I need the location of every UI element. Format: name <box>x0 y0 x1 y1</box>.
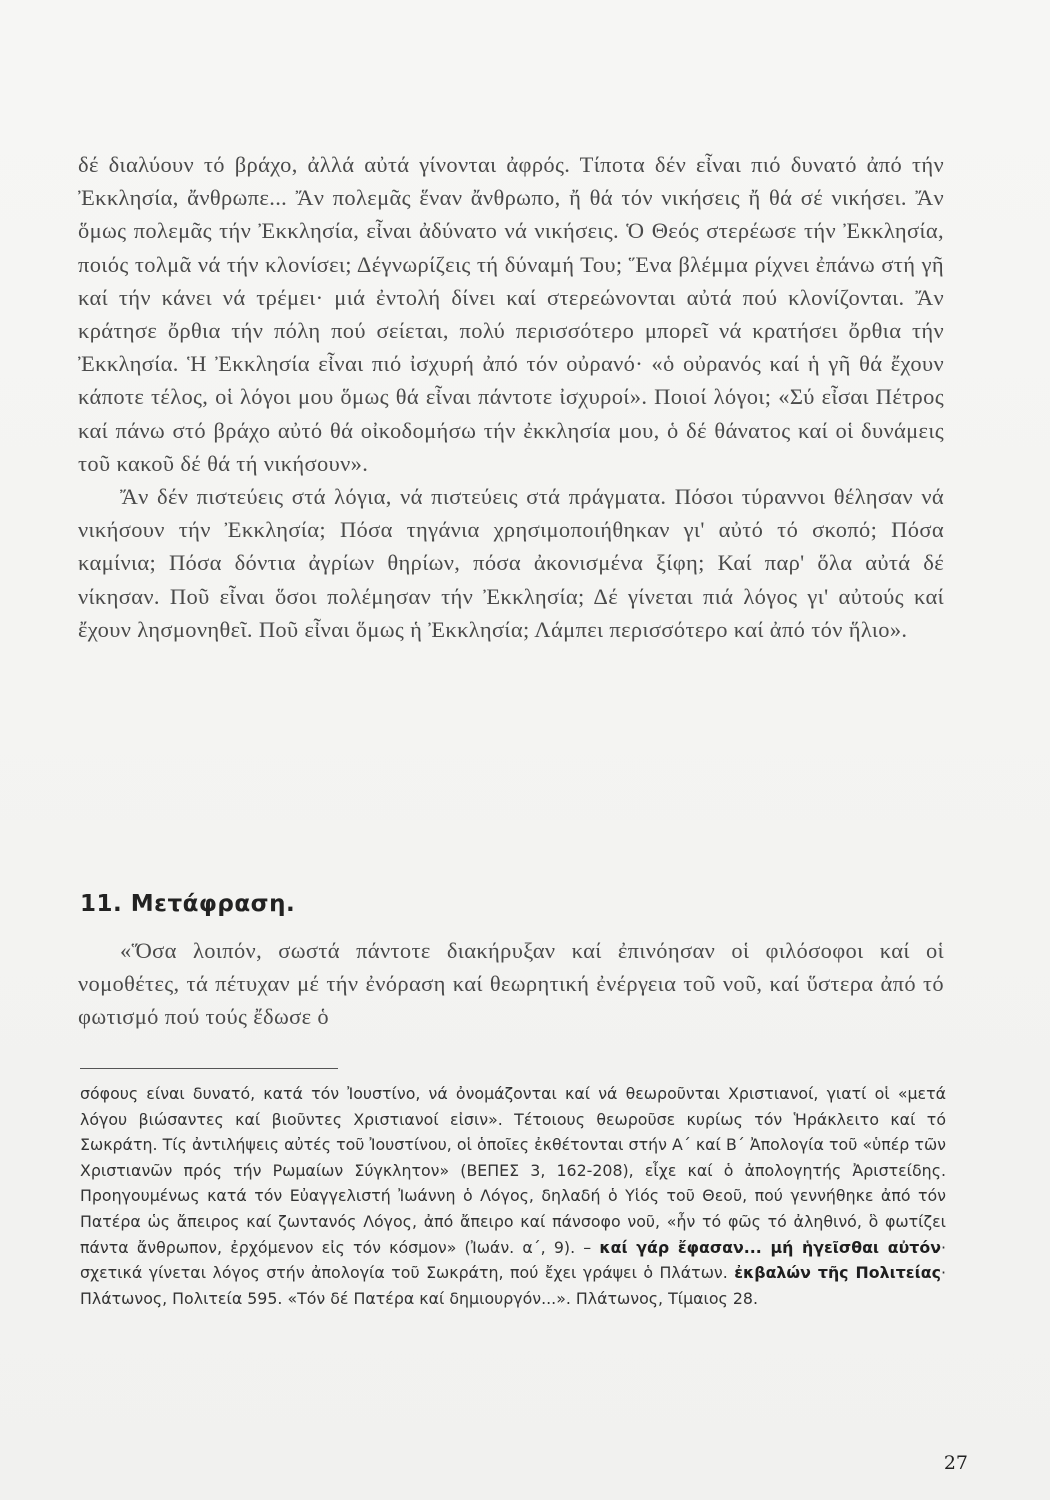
main-text <box>78 148 944 646</box>
footnote-bold-quote-1: καί γάρ ἔφασαν... μή ἡγεῖσθαι αὐτόν <box>599 1237 941 1257</box>
translation-paragraph: «Ὅσα λοιπόν, σωστά πάντοτε διακήρυξαν καί ἐπινόησαν οἱ φιλόσοφοι καί οἱ νομοθέτες, τά πέτυχαν μέ τήν ἐνόραση καί θεωρητική ἐνέργεια τοῦ νοῦ, καί ὕστερα ἀπό τό φωτισμό πού τούς ἔδωσε ὁ <box>78 938 944 1030</box>
paragraph-2: Ἄν δέν πιστεύεις στά λόγια, νά πιστεύεις στά πράγματα. Πόσοι τύραννοι θέλησαν νά νικήσουν τήν Ἐκκλησία; Πόσα τηγάνια χρησιμοποιήθηκαν γι' αὐτό τό σκοπό; Πόσα καμίνια; Πόσα δόντια ἀγρίων θηρίων, πόσα ἀκονισμένα ξίφη; Καί παρ' ὅλα αὐτά δέ νίκησαν. Ποῦ εἶναι ὅσοι πολέμησαν τήν Ἐκκλησία; Δέ γίνεται πιά λόγος γι' αὐτούς καί ἔχουν λησμονηθεῖ. Ποῦ εἶναι ὅμως ἡ Ἐκκλησία; Λάμπει περισσότερο καί ἀπό τόν ἥλιο». <box>78 484 944 642</box>
footnote <box>80 1081 946 1311</box>
page-number: 27 <box>943 1452 968 1474</box>
footnote-bold-quote-2: ἐκβαλών τῆς Πολιτείας <box>734 1263 941 1283</box>
section-heading: 11. Μετάφραση. <box>80 891 296 917</box>
footnote-text-1: σόφους είναι δυνατό, κατά τόν Ἰουστίνο, νά ὀνομάζονται καί νά θεωροῦνται Χριστιανοί, γιατί οἱ «μετά λόγου βιώσαντες καί βιοῦντες Χριστιανοί εἰσιν». Τέτοιους θεωροῦσε κυρίως τόν Ἡράκλειτο καί τό Σωκράτη. Τίς ἀντιλήψεις αὐτές τοῦ Ἰουστίνου, οἱ ὁποῖες ἐκθέτονται στήν Α΄ καί Β΄ Ἀπολογία τοῦ «ὑπέρ τῶν Χριστιανῶν πρός τήν Ρωμαίων Σύγκλητον» (ΒΕΠΕΣ 3, 162-208), εἶχε καί ὁ ἀπολογητής Ἀριστείδης. Προηγουμένως κατά τόν Εὐαγγελιστή Ἰωάννη ὁ Λόγος, δηλαδή ὁ Υἱός τοῦ Θεοῦ, πού γεννήθηκε ἀπό τόν Πατέρα ὡς ἄπειρος καί ζωντανός Λόγος, ἀπό ἄπειρο καί πάνσοφο νοῦ, «ἦν τό φῶς τό ἀληθινό, ὃ φωτίζει πάντα ἄνθρωπον, ἐρχόμενον εἰς τόν κόσμον» (Ἰωάν. α΄, 9). – <box>80 1084 946 1257</box>
footnote-text-2: · σχετικά γίνεται λόγος στήν ἀπολογία τοῦ Σωκράτη, πού ἔχει γράψει ὁ Πλάτων. <box>80 1237 946 1283</box>
footnote-text-3: · Πλάτωνος, Πολιτεία 595. «Τόν δέ Πατέρα καί δημιουργόν...». Πλάτωνος, Τίμαιος 28. <box>80 1263 947 1308</box>
footnote-divider <box>80 1068 338 1069</box>
paragraph-1: δέ διαλύουν τό βράχο, ἀλλά αὐτά γίνονται ἀφρός. Τίποτα δέν εἶναι πιό δυνατό ἀπό τήν Ἐκκλησία, ἄνθρωπε... Ἄν πολεμᾶς ἕναν ἄνθρωπο, ἤ θά τόν νικήσεις ἤ θά σέ νικήσει. Ἄν ὅμως πολεμᾶς τήν Ἐκκλησία, εἶναι ἀδύνατο νά νικήσεις. Ὁ Θεός στερέωσε τήν Ἐκκλησία, ποιός τολμᾶ νά τήν κλονίσει; Δέγνωρίζεις τή δύναμή Του; Ἕνα βλέμμα ρίχνει ἐπάνω στή γῆ καί τήν κάνει νά τρέμει· μιά ἐντολή δίνει καί στερεώνονται αὐτά πού κλονίζονται. Ἄν κράτησε ὄρθια τήν πόλη πού σείεται, πολύ περισσότερο μπορεῖ νά κρατήσει ὄρθια τήν Ἐκκλησία. Ἡ Ἐκκλησία εἶναι πιό ἰσχυρή ἀπό τόν οὐρανό· «ὁ οὐρανός καί ἡ γῆ θά ἔχουν κάποτε τέλος, οἱ λόγοι μου ὅμως θά εἶναι πάντοτε ἰσχυροί». Ποιοί λόγοι; «Σύ εἶσαι Πέτρος καί πάνω στό βράχο αὐτό θά οἰκοδομήσω τήν ἐκκλησία μου, ὁ δέ θάνατος καί οἱ δυνάμεις τοῦ κακοῦ δέ θά τή νικήσουν». <box>78 152 944 476</box>
